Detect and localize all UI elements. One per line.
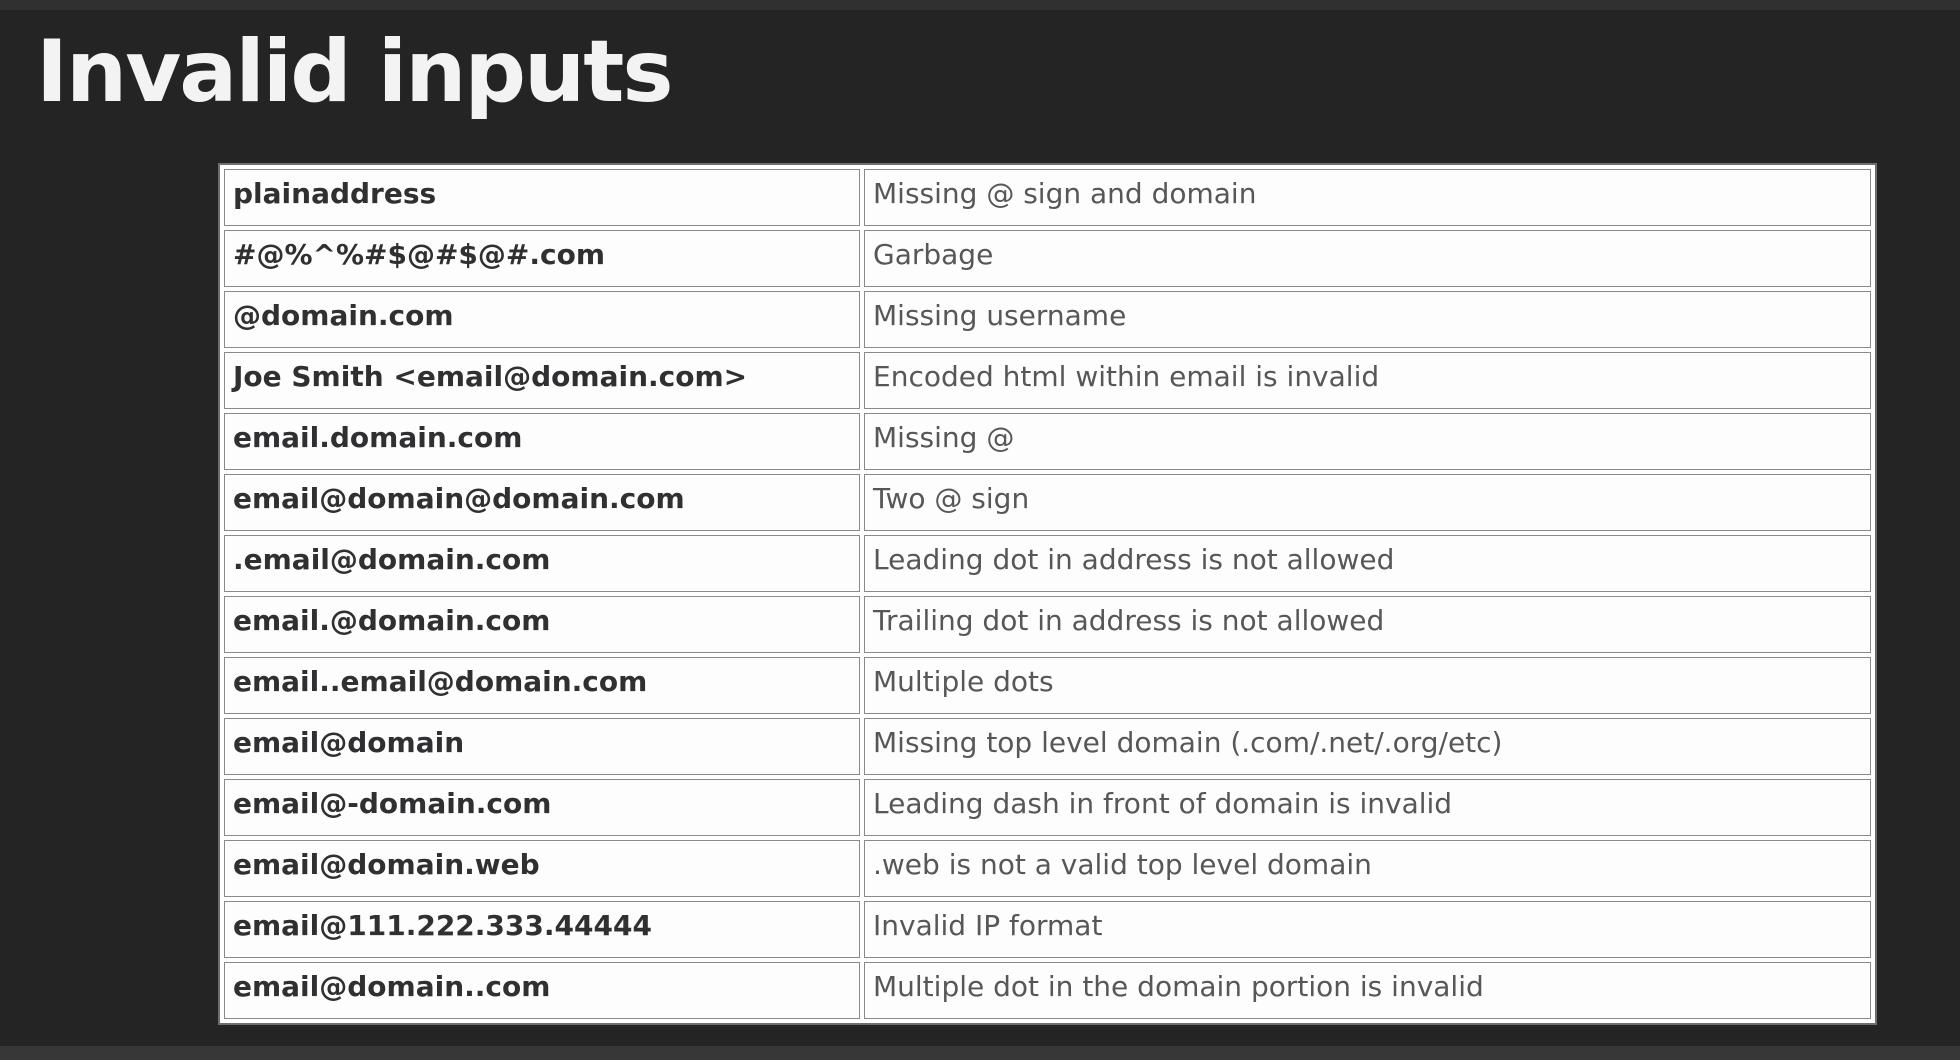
table-row — [224, 291, 1871, 348]
table-row — [224, 230, 1871, 287]
table-row — [224, 169, 1871, 226]
reason-cell: Garbage — [864, 230, 1871, 287]
invalid-input-cell: @domain.com — [224, 291, 860, 348]
invalid-inputs-table-body — [224, 169, 1871, 1019]
invalid-input-cell: email@domain.web — [224, 840, 860, 897]
table-row — [224, 901, 1871, 958]
reason-cell: Trailing dot in address is not allowed — [864, 596, 1871, 653]
invalid-input-cell: email..email@domain.com — [224, 657, 860, 714]
reason-cell: Missing username — [864, 291, 1871, 348]
invalid-input-cell: #@%^%#$@#$@#.com — [224, 230, 860, 287]
reason-cell: Multiple dot in the domain portion is invalid — [864, 962, 1871, 1019]
invalid-input-cell: email.domain.com — [224, 413, 860, 470]
table-row — [224, 474, 1871, 531]
table-row — [224, 840, 1871, 897]
invalid-input-cell: Joe Smith <email@domain.com> — [224, 352, 860, 409]
table-row — [224, 535, 1871, 592]
reason-cell: Missing top level domain (.com/.net/.org/etc) — [864, 718, 1871, 775]
table-row — [224, 657, 1871, 714]
invalid-input-cell: email@111.222.333.44444 — [224, 901, 860, 958]
invalid-input-cell: email@domain — [224, 718, 860, 775]
table-row — [224, 596, 1871, 653]
table-row — [224, 779, 1871, 836]
reason-cell: Leading dot in address is not allowed — [864, 535, 1871, 592]
reason-cell: Two @ sign — [864, 474, 1871, 531]
reason-cell: Invalid IP format — [864, 901, 1871, 958]
invalid-input-cell: .email@domain.com — [224, 535, 860, 592]
invalid-input-cell: email@-domain.com — [224, 779, 860, 836]
reason-cell: Missing @ sign and domain — [864, 169, 1871, 226]
table-row — [224, 718, 1871, 775]
invalid-input-cell: email@domain@domain.com — [224, 474, 860, 531]
table-row — [224, 413, 1871, 470]
slide-title: Invalid inputs — [36, 22, 672, 122]
invalid-input-cell: plainaddress — [224, 169, 860, 226]
invalid-input-cell: email.@domain.com — [224, 596, 860, 653]
invalid-inputs-table — [218, 163, 1877, 1025]
table-row — [224, 962, 1871, 1019]
reason-cell: Missing @ — [864, 413, 1871, 470]
reason-cell: Leading dash in front of domain is invalid — [864, 779, 1871, 836]
bottom-letterbox-strip — [0, 1046, 1960, 1060]
reason-cell: Multiple dots — [864, 657, 1871, 714]
reason-cell: Encoded html within email is invalid — [864, 352, 1871, 409]
reason-cell: .web is not a valid top level domain — [864, 840, 1871, 897]
table-row — [224, 352, 1871, 409]
top-letterbox-strip — [0, 0, 1960, 10]
invalid-input-cell: email@domain..com — [224, 962, 860, 1019]
